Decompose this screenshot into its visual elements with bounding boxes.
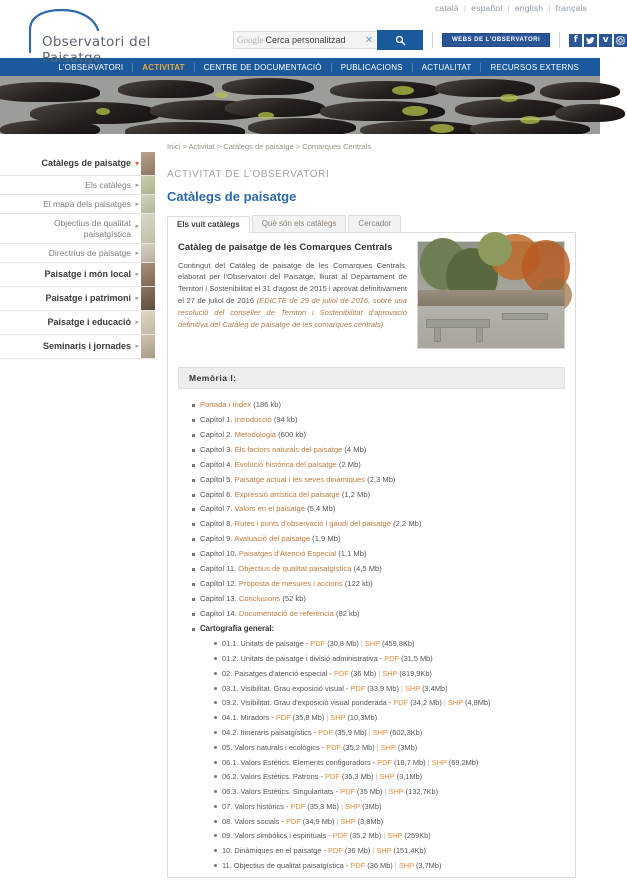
list-item[interactable] (192, 580, 565, 588)
pdf-link[interactable]: PDF (285, 816, 301, 826)
list-item[interactable] (214, 729, 565, 737)
sidebar-navigation (0, 134, 155, 878)
shp-size: (4,8Mb) (462, 698, 491, 708)
pdf-link[interactable]: PDF (384, 654, 400, 664)
memoria-prefix: Capítol 9. (200, 534, 235, 544)
vimeo-icon[interactable]: v (599, 34, 612, 47)
carto-title: 04.2. Itineraris paisatgístics - (222, 728, 319, 737)
memoria-link[interactable]: Metodologia (234, 429, 276, 439)
twitter-bird-glyph (586, 36, 595, 45)
shp-size: (3Mb) (360, 801, 382, 811)
lang-fr[interactable]: français (555, 3, 587, 13)
shp-size: (3,4Mb) (420, 683, 448, 693)
sidebar-thumb (141, 263, 155, 286)
google-brand-label: Google (237, 35, 264, 45)
sidebar-item-label: Catàlegs de paisatge (41, 157, 131, 168)
carto-title: 06.1. Valors Estètics. Elements configuradors - (222, 757, 378, 767)
list-item[interactable] (214, 773, 565, 781)
sidebar-item-label: Els catàlegs (85, 179, 131, 190)
memoria-section-heading: Memòria I: (178, 367, 565, 389)
carto-title: 03.2. Visibilitat. Grau d'exposició visual ponderada - (222, 698, 394, 708)
list-item[interactable] (214, 803, 565, 811)
list-item[interactable] (214, 699, 565, 707)
memoria-size: (94 kb) (271, 414, 298, 424)
nav-lobservatori[interactable]: L'OBSERVATORI (58, 62, 124, 72)
shp-link[interactable]: SHP (344, 801, 361, 811)
photo-bench-back (502, 313, 548, 320)
sidebar-thumb (141, 195, 155, 213)
list-item[interactable] (192, 565, 565, 573)
list-item[interactable] (214, 847, 565, 855)
pdf-size: (35,2 Mb) (341, 742, 375, 752)
cartografia-group (192, 625, 565, 869)
pdf-link[interactable]: PDF (310, 639, 326, 649)
nav-actualitat[interactable]: ACTUALITAT (412, 63, 481, 72)
sidebar-thumb (141, 244, 155, 262)
pdf-size: (35,2 Mb) (347, 831, 382, 841)
memoria-prefix: Capítol 11. (200, 564, 239, 574)
carto-title: 02. Paisatges d'atenció especial - (222, 668, 334, 678)
pdf-size: (34,9 Mb) (300, 816, 335, 826)
catalog-photo (417, 241, 565, 349)
sidebar-thumb (141, 287, 155, 310)
memoria-link[interactable]: Paisatge actual i les seves dinàmiques (234, 474, 366, 484)
instagram-glyph (616, 36, 625, 45)
pdf-link[interactable]: PDF (318, 728, 333, 737)
logo-text: Observatori del Paisatge (42, 34, 151, 66)
memoria-size: (1,2 Mb) (339, 489, 371, 499)
pdf-size: (34,2 Mb) (408, 698, 442, 708)
pdf-size: (35,3 Mb) (305, 801, 339, 811)
lang-es[interactable]: español (471, 3, 503, 13)
sidebar-item-label: Objectius de qualitat paisatgística (53, 217, 131, 239)
shp-link[interactable]: SHP (364, 639, 380, 649)
list-item[interactable] (192, 491, 565, 499)
photo-bench-leg (476, 327, 483, 342)
sidebar-item-label: Paisatge i món local (44, 268, 131, 279)
memoria-size: (2,3 Mb) (365, 474, 396, 484)
separator: | (366, 728, 373, 737)
page-body (0, 134, 600, 878)
hero-banner-image (0, 76, 600, 134)
carto-title: 08. Valors socials - (222, 816, 286, 826)
site-logo[interactable] (10, 8, 210, 66)
memoria-link[interactable]: Paisatges d'Atenció Especial (238, 549, 337, 559)
separator: | (338, 801, 345, 811)
carto-title: 06.2. Valors Estètics. Patrons - (222, 772, 325, 782)
shp-size: (602,3Kb) (387, 728, 423, 737)
carto-title: 04.1. Miradors - (222, 713, 276, 723)
memoria-prefix: Capítol 13. (200, 594, 239, 604)
clear-search-icon[interactable]: ✕ (361, 31, 377, 49)
header-divider (432, 32, 433, 48)
chevron-right-icon: ▸ (135, 295, 139, 302)
separator: | (324, 713, 331, 723)
carto-title: 03.1. Visibilitat. Grau exposició visual - (222, 683, 351, 693)
shp-size: (10,3Mb) (345, 713, 378, 723)
list-item[interactable] (214, 640, 565, 648)
pdf-size: (33,9 Mb) (365, 683, 399, 693)
lang-ca[interactable]: català (434, 3, 459, 13)
pdf-size: (35 Mb) (354, 787, 383, 797)
sidebar-thumb (141, 311, 155, 334)
language-switcher (430, 3, 592, 13)
pdf-size: (35,8 Mb) (290, 713, 325, 723)
pdf-link[interactable]: PDF (326, 742, 341, 752)
pdf-link[interactable]: PDF (340, 787, 355, 797)
sidebar-thumb (141, 152, 155, 175)
memoria-link[interactable]: Documentació de referència (238, 609, 334, 619)
sidebar-item-objectius-de-qualitat-paisatgistica[interactable] (0, 214, 155, 244)
tab-cercador[interactable]: Cercador (348, 215, 401, 232)
shp-link[interactable]: SHP (376, 846, 392, 856)
intro-text (178, 241, 407, 349)
pdf-size: (35,9 Mb) (332, 728, 367, 737)
list-item[interactable] (192, 520, 565, 528)
memoria-link[interactable]: Avaluació del paisatge (234, 534, 311, 544)
pdf-size: (30,8 Mb) (325, 639, 359, 649)
tab-panel (167, 232, 576, 878)
sidebar-thumb (141, 176, 155, 194)
pdf-link[interactable]: PDF (275, 713, 291, 723)
list-item[interactable] (214, 832, 565, 840)
memoria-size: (52 kb) (280, 594, 306, 604)
sidebar-item-directrius-de-paisatge[interactable] (0, 244, 155, 263)
shp-link[interactable]: SHP (382, 668, 398, 678)
shp-size: (151,4Kb) (391, 846, 426, 856)
carto-title: 01.1. Unitats de paisatge - (222, 639, 311, 649)
lang-sep: | (463, 3, 467, 13)
lang-en[interactable]: english (514, 3, 544, 13)
memoria-prefix: Capítol 10. (200, 549, 239, 559)
search-icon (395, 35, 406, 46)
list-item[interactable] (192, 535, 565, 543)
list-item[interactable] (192, 505, 565, 513)
shp-link[interactable]: SHP (340, 816, 356, 826)
pdf-size: (35,3 Mb) (339, 772, 374, 782)
memoria-prefix: Capítol 7. (200, 504, 235, 514)
shp-size: (69,2Mb) (446, 757, 479, 767)
list-item[interactable] (192, 446, 565, 454)
sidebar-item-label: Directrius de paisatge (48, 247, 131, 258)
carto-title: 07. Valors històrics - (222, 801, 291, 811)
memoria-link[interactable]: Objectius de qualitat paisatgística (238, 564, 352, 574)
separator: | (381, 831, 388, 841)
shp-size: (819,9Kb) (397, 668, 432, 678)
sidebar-item-label: Paisatge i educació (47, 316, 131, 327)
sidebar-item-paisatge-i-mon-local[interactable] (0, 263, 155, 287)
search-input-value: Cerca personalitzad (265, 35, 346, 45)
sidebar-item-seminaris-i-jornades[interactable] (0, 335, 155, 359)
memoria-prefix: Capítol 5. (200, 474, 235, 484)
shp-link[interactable]: SHP (404, 683, 421, 693)
tab-bar (163, 214, 576, 232)
separator: | (334, 816, 341, 826)
header-divider (559, 32, 560, 48)
memoria-link[interactable]: Proposta de mesures i accions (238, 579, 343, 589)
memoria-size: (2 Mb) (336, 459, 361, 469)
memoria-link[interactable]: Portada i índex (200, 399, 252, 409)
list-item[interactable] (214, 818, 565, 826)
social-links (569, 34, 627, 47)
cartografia-list (200, 640, 565, 869)
memoria-link[interactable]: Expressió artística del paisatge (234, 489, 340, 499)
chevron-right-icon: ▸ (135, 200, 139, 208)
list-item[interactable] (214, 670, 565, 678)
sidebar-item-label: Seminaris i jornades (42, 340, 131, 351)
shp-link[interactable]: SHP (372, 728, 388, 737)
memoria-size: (600 kb) (276, 429, 306, 439)
nav-activitat[interactable]: ACTIVITAT (132, 63, 193, 72)
memoria-prefix: Capítol 12. (200, 579, 239, 589)
shp-link[interactable]: SHP (388, 787, 404, 797)
search-input[interactable] (233, 31, 361, 49)
memoria-size: (2,2 Mb) (391, 519, 422, 529)
list-item[interactable] (214, 759, 565, 767)
memoria-size: (186 kb) (251, 399, 282, 409)
pdf-size: (18,7 Mb) (391, 757, 426, 767)
list-item[interactable] (192, 610, 565, 618)
pdf-link[interactable]: PDF (332, 831, 348, 841)
separator: | (358, 639, 365, 649)
pdf-link[interactable]: PDF (333, 668, 349, 678)
facebook-icon[interactable]: f (569, 34, 582, 47)
pdf-size: (36 Mb) (342, 846, 371, 856)
pdf-link[interactable]: PDF (328, 846, 343, 856)
pdf-size: (36 Mb) (348, 668, 377, 678)
memoria-prefix: Capítol 8. (200, 519, 235, 529)
memoria-size: (1,9 Mb) (310, 534, 341, 544)
sidebar-item-els-catalegs[interactable] (0, 176, 155, 195)
shp-link[interactable]: SHP (380, 742, 396, 752)
list-item[interactable] (192, 461, 565, 469)
carto-title: 06.3. Valors Estètics. Singularitats - (222, 787, 341, 797)
list-item[interactable] (214, 714, 565, 722)
instagram-icon[interactable] (614, 34, 627, 47)
memoria-prefix: Capítol 3. (200, 444, 235, 454)
pdf-link[interactable]: PDF (290, 801, 306, 811)
pdf-link[interactable]: PDF (350, 683, 366, 693)
list-item[interactable] (214, 685, 565, 693)
separator: | (392, 860, 399, 870)
shp-size: (3,7Mb) (413, 860, 442, 870)
shp-size: (132,7Kb) (403, 787, 439, 797)
tab-que-son-els-catalegs[interactable]: Què són els catàlegs (252, 215, 347, 232)
list-item[interactable] (192, 476, 565, 484)
memoria-size: (122 kb) (342, 579, 373, 589)
memoria-link[interactable]: Rutes i punts d'observació i gaudi del paisatge (234, 519, 392, 529)
shp-size: (259Kb) (402, 831, 431, 841)
catalog-description (178, 260, 407, 331)
sidebar-item-catalegs-de-paisatge[interactable] (0, 152, 155, 176)
memoria-size: (4,5 Mb) (351, 564, 382, 574)
pdf-size: (31,5 Mb) (399, 654, 433, 664)
separator: | (376, 668, 383, 678)
pdf-link[interactable]: PDF (350, 860, 366, 870)
shp-link[interactable]: SHP (398, 860, 414, 870)
site-header (0, 0, 609, 66)
memoria-prefix: Capítol 2. (200, 429, 235, 439)
shp-size: (459,8Kb) (379, 639, 415, 649)
memoria-size: (5,4 Mb) (304, 504, 336, 514)
section-kicker: ACTIVITAT DE L'OBSERVATORI (167, 169, 330, 180)
sidebar-item-paisatge-i-educacio[interactable] (0, 311, 155, 335)
description-plain: Contingut del Catàleg de paisatge de les Comarques Centrals, elaborat per l'Observatori del Paisatge, lliurat al Departament de Territori i Sostenibilitat el 31 d'agost de 2015 i aprovat definitivament el 27 de juliol de 2016 (178, 260, 407, 305)
page-title: Catàlegs de paisatge (167, 188, 297, 204)
shp-link[interactable]: SHP (387, 831, 403, 841)
sidebar-thumb (141, 335, 155, 358)
shp-link[interactable]: SHP (379, 772, 395, 782)
webs-observatori-button[interactable]: WEBS DE L'OBSERVATORI (442, 33, 550, 47)
sidebar-item-el-mapa-dels-paisatges[interactable] (0, 195, 155, 214)
list-item[interactable] (192, 595, 565, 603)
memoria-size: (4 Mb) (342, 444, 367, 454)
chevron-right-icon: ▸ (135, 271, 139, 278)
pdf-link[interactable]: PDF (324, 772, 340, 782)
catalog-heading: Catàleg de paisatge de les Comarques Centrals (178, 241, 393, 253)
shp-size: (3,1Mb) (394, 772, 423, 782)
memoria-list (178, 395, 565, 870)
memoria-size: (82 kb) (333, 609, 360, 619)
carto-title: 10. Dinàmiques en el paisatge - (222, 846, 328, 856)
header-tools (233, 30, 627, 50)
nav-recursos-externs[interactable]: RECURSOS EXTERNS (480, 63, 588, 72)
chevron-right-icon: ▸ (135, 181, 139, 189)
chevron-right-icon: ▸ (135, 319, 139, 326)
search-button[interactable] (377, 30, 423, 50)
breadcrumb[interactable]: Inici > Activitat > Catàlegs de paisatge > Comarques Centrals (167, 142, 372, 151)
memoria-link[interactable]: Els factors naturals del paisatge (234, 444, 343, 454)
memoria-prefix: Capítol 1. (200, 414, 235, 424)
chevron-right-icon: ▸ (135, 223, 139, 230)
sidebar-item-paisatge-i-patrimoni[interactable] (0, 287, 155, 311)
shp-link[interactable]: SHP (431, 757, 447, 767)
shp-link[interactable]: SHP (330, 713, 346, 723)
sidebar-item-label: El mapa dels paisatges (43, 198, 131, 209)
list-item[interactable] (192, 416, 565, 424)
pdf-link[interactable]: PDF (393, 698, 409, 708)
list-item[interactable] (192, 401, 565, 409)
shp-size: (3Mb) (395, 742, 418, 752)
list-item[interactable] (214, 862, 565, 870)
nav-publicacions[interactable]: PUBLICACIONS (331, 63, 412, 72)
carto-title: 09. Valors simbòlics i espirituals - (222, 831, 333, 841)
shp-link[interactable]: SHP (447, 698, 463, 708)
sidebar-item-label: Paisatge i patrimoni (45, 292, 131, 303)
sidebar-thumb (141, 214, 155, 243)
description-edicte-link[interactable]: (EDICTE de 29 de juliol de 2016, sobre una resolució del conseller de Territori i Sostenibilitat d'aprovació definitiva del Catàleg de paisatge de les comarques centrals). (178, 296, 407, 329)
separator: | (425, 757, 432, 767)
chevron-right-icon: ▸ (135, 249, 139, 257)
memoria-link[interactable]: Evolució històrica del paisatge (234, 459, 337, 469)
main-content (155, 134, 600, 878)
memoria-link[interactable]: Introducció (234, 414, 272, 424)
photo-bench-leg (434, 327, 441, 342)
cartografia-heading: Cartografia general: (200, 624, 275, 634)
memoria-size: (1,1 Mb) (336, 549, 367, 559)
memoria-prefix: Capítol 6. (200, 489, 235, 499)
pdf-link[interactable]: PDF (377, 757, 392, 767)
list-item[interactable] (214, 655, 565, 663)
memoria-link[interactable]: Valors en el paisatge (234, 504, 305, 514)
separator: | (374, 742, 381, 752)
tab-els-vuit-catalegs[interactable]: Els vuit catàlegs (167, 216, 250, 233)
carto-title: 01.2. Unitats de paisatge i divisió administrativa - (222, 654, 385, 664)
chevron-right-icon: ▸ (135, 343, 139, 350)
memoria-link[interactable]: Conclusions (238, 594, 281, 604)
nav-centre-documentacio[interactable]: CENTRE DE DOCUMENTACIÓ (194, 63, 331, 72)
separator: | (382, 787, 389, 797)
shp-size: (3,8Mb) (355, 816, 384, 826)
twitter-icon[interactable] (584, 34, 597, 47)
pdf-size: (36 Mb) (365, 860, 393, 870)
carto-title: 11. Objectius de qualitat paisatgística - (222, 860, 351, 870)
list-item[interactable] (214, 788, 565, 796)
memoria-prefix: Capítol 14. (200, 609, 239, 619)
separator: | (370, 846, 377, 856)
list-item[interactable] (192, 550, 565, 558)
separator: | (398, 683, 405, 693)
separator: | (373, 772, 380, 782)
intro-block (178, 241, 565, 349)
list-item[interactable] (192, 431, 565, 439)
separator: | (441, 698, 448, 708)
memoria-prefix: Capítol 4. (200, 459, 235, 469)
lang-sep: | (548, 3, 551, 13)
carto-title: 05. Valors naturals i ecològics - (222, 742, 327, 752)
chevron-down-icon: ▾ (134, 158, 139, 168)
lang-sep: | (507, 3, 510, 13)
list-item[interactable] (214, 744, 565, 752)
